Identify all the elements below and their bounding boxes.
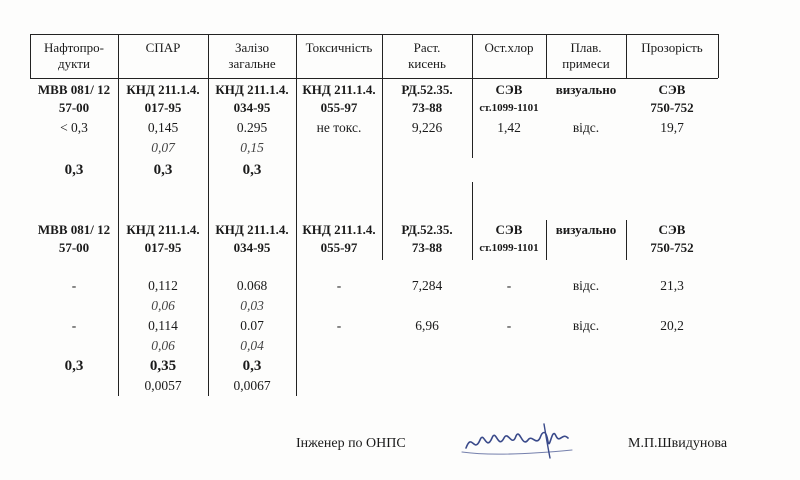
method-line: 57-00 <box>58 100 90 115</box>
method-line: СЭВ <box>658 82 686 97</box>
result-value: 21,3 <box>660 278 684 293</box>
result-subvalue: 0,15 <box>240 140 264 155</box>
result-value: 0,114 <box>148 318 178 333</box>
limit-value: 0,3 <box>242 162 262 178</box>
result-value: 19,7 <box>660 120 684 135</box>
method-line: 017-95 <box>144 240 182 255</box>
result-value: 1,42 <box>497 120 521 135</box>
result-value: не токс. <box>316 120 362 135</box>
method-line: 034-95 <box>233 240 271 255</box>
method-line: КНД 211.1.4. <box>302 82 376 97</box>
method-line: РД.52.35. <box>401 222 453 237</box>
method-line: визуально <box>555 82 617 97</box>
result-value: 0.07 <box>240 318 264 333</box>
result-value: 0.068 <box>236 278 268 293</box>
method-line: ст.1099-1101 <box>479 242 539 254</box>
result-value: відс. <box>572 318 600 333</box>
method-line: визуально <box>555 222 617 237</box>
column-header: Раст. кисень <box>408 40 446 71</box>
column-rule <box>626 220 627 260</box>
method-line: 57-00 <box>58 240 90 255</box>
method-line: 055-97 <box>320 240 358 255</box>
result-value: 0,145 <box>147 120 179 135</box>
footer <box>0 420 800 470</box>
column-header: СПАР <box>145 40 181 55</box>
column-rule <box>296 34 297 396</box>
column-rule <box>718 34 719 78</box>
result-subvalue: 0,06 <box>151 298 175 313</box>
method-line: КНД 211.1.4. <box>215 82 289 97</box>
limit-value: 0,3 <box>64 162 84 178</box>
header-bottom-rule <box>30 78 718 79</box>
limit-subvalue: 0,0067 <box>233 378 271 393</box>
result-value: - <box>336 318 342 333</box>
method-line: 73-88 <box>411 100 443 115</box>
limit-value: 0,3 <box>242 358 262 374</box>
signature-image <box>460 418 590 462</box>
column-header: Нафтопро- дукти <box>44 40 104 71</box>
table-top-rule <box>30 34 718 35</box>
method-line: КНД 211.1.4. <box>126 82 200 97</box>
result-subvalue: 0,04 <box>240 338 264 353</box>
method-line: СЭВ <box>495 82 523 97</box>
result-value: - <box>336 278 342 293</box>
method-line: СЭВ <box>495 222 523 237</box>
method-line: РД.52.35. <box>401 82 453 97</box>
method-line: 055-97 <box>320 100 358 115</box>
limit-value: 0,3 <box>153 162 173 178</box>
method-line: МВВ 081/ 12 <box>37 222 111 237</box>
method-line: 750-752 <box>650 240 694 255</box>
limit-subvalue: 0,0057 <box>144 378 182 393</box>
result-value: відс. <box>572 278 600 293</box>
method-line: 017-95 <box>144 100 182 115</box>
method-line: 750-752 <box>650 100 694 115</box>
result-value: 0.295 <box>236 120 268 135</box>
column-rule <box>382 34 383 260</box>
column-rule <box>546 34 547 78</box>
result-value: 20,2 <box>660 318 684 333</box>
method-line: 034-95 <box>233 100 271 115</box>
column-header: Ост.хлор <box>484 40 534 55</box>
result-value: - <box>506 318 512 333</box>
method-line: СЭВ <box>658 222 686 237</box>
column-rule <box>546 220 547 260</box>
column-rule <box>30 34 31 78</box>
column-rule <box>472 34 473 158</box>
result-subvalue: 0,06 <box>151 338 175 353</box>
result-value: - <box>506 278 512 293</box>
column-rule <box>118 34 119 396</box>
method-line: КНД 211.1.4. <box>302 222 376 237</box>
method-line: КНД 211.1.4. <box>215 222 289 237</box>
result-value: 0,112 <box>148 278 178 293</box>
result-value: 9,226 <box>411 120 443 135</box>
column-rule <box>208 34 209 396</box>
column-header: Токсичність <box>305 40 373 55</box>
result-subvalue: 0,07 <box>151 140 175 155</box>
result-value: < 0,3 <box>60 120 88 135</box>
method-line: КНД 211.1.4. <box>126 222 200 237</box>
limit-value: 0,35 <box>149 358 177 374</box>
result-value: - <box>71 278 77 293</box>
result-value: - <box>71 318 77 333</box>
method-line: 73-88 <box>411 240 443 255</box>
method-line: ст.1099-1101 <box>479 102 539 114</box>
engineer-position: Інженер по ОНПС <box>296 436 406 451</box>
limit-value: 0,3 <box>64 358 84 374</box>
result-value: відс. <box>572 120 600 135</box>
engineer-name: М.П.Швидунова <box>628 436 728 451</box>
result-subvalue: 0,03 <box>240 298 264 313</box>
method-line: МВВ 081/ 12 <box>37 82 111 97</box>
result-value: 6,96 <box>415 318 439 333</box>
column-header: Прозорість <box>641 40 703 55</box>
column-rule <box>626 34 627 78</box>
result-value: 7,284 <box>411 278 443 293</box>
column-rule <box>472 182 473 260</box>
column-header: Плав. примеси <box>562 40 610 71</box>
column-header: Залізо загальне <box>228 40 276 71</box>
